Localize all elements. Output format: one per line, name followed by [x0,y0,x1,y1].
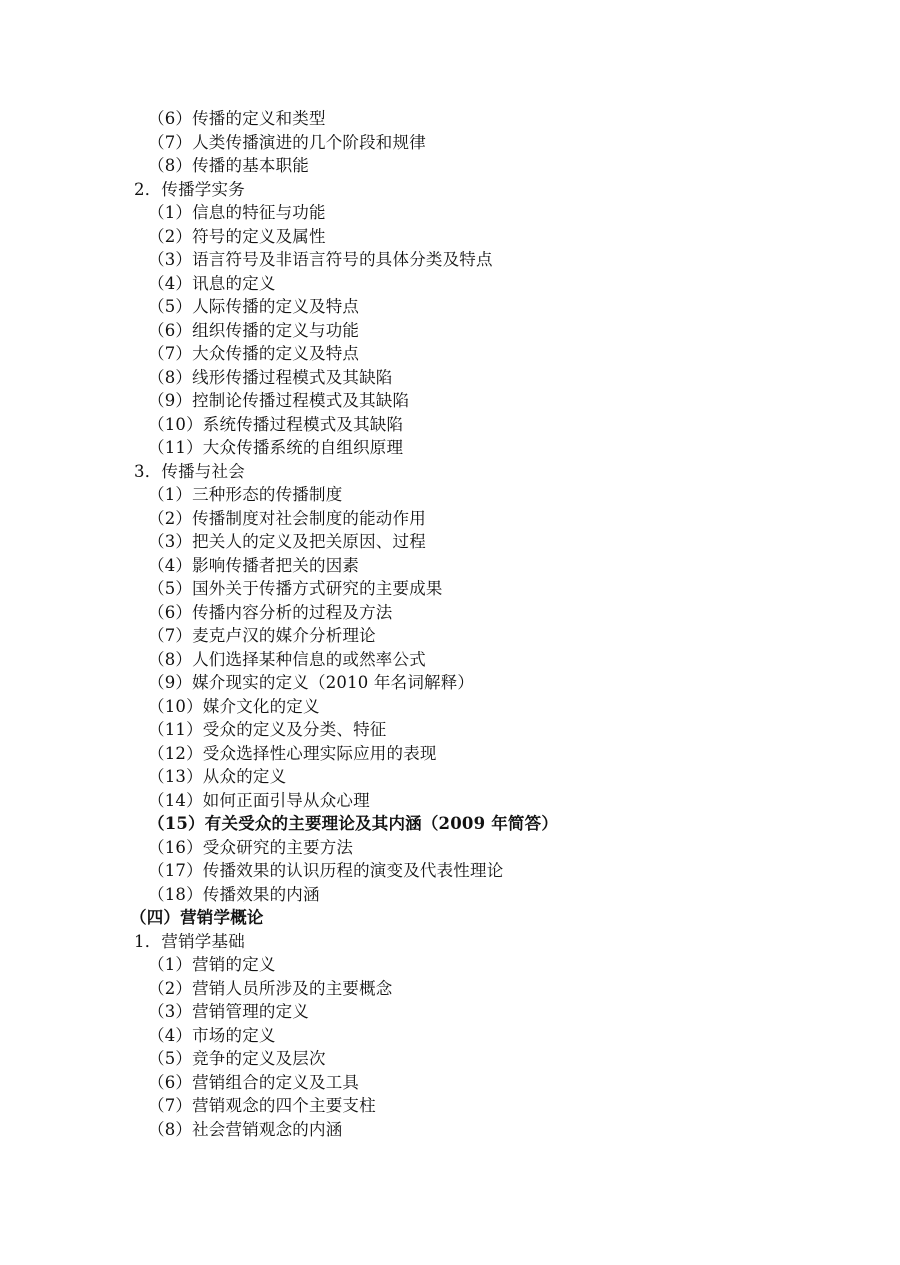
subsection-heading: 2．传播学实务 [134,179,245,199]
outline-item: （7）营销观念的四个主要支柱 [148,1096,376,1115]
outline-item: （7）大众传播的定义及特点 [148,344,360,363]
outline-item: （4）市场的定义 [148,1025,276,1045]
section-heading: （四）营销学概论 [130,908,264,927]
outline-item: （6）传播内容分析的过程及方法 [148,602,393,622]
outline-item: （14）如何正面引导从众心理 [148,790,370,810]
outline-item: （11）受众的定义及分类、特征 [148,720,387,739]
outline-item: （13）从众的定义 [148,767,287,786]
outline-item: （2）营销人员所涉及的主要概念 [148,978,393,998]
outline-item: （11）大众传播系统的自组织原理 [148,438,404,457]
outline-item: （15）有关受众的主要理论及其内涵（2009 年简答） [148,814,559,833]
outline-item: （5）国外关于传播方式研究的主要成果 [148,579,443,598]
outline-item: （12）受众选择性心理实际应用的表现 [148,743,437,763]
outline-item: （4）影响传播者把关的因素 [148,555,360,575]
document-body [0,107,900,1141]
outline-item: （17）传播效果的认识历程的演变及代表性理论 [148,861,504,880]
outline-item: （16）受众研究的主要方法 [148,837,354,857]
outline-item: （2）符号的定义及属性 [148,226,326,246]
outline-item: （9）媒介现实的定义（2010 年名词解释） [148,673,475,692]
outline-item: （1）信息的特征与功能 [148,203,326,222]
outline-item: （10）媒介文化的定义 [148,696,320,716]
outline-item: （6）传播的定义和类型 [148,109,326,128]
outline-item: （3）把关人的定义及把关原因、过程 [148,532,426,551]
outline-item: （8）传播的基本职能 [148,156,309,175]
outline-item: （9）控制论传播过程模式及其缺陷 [148,391,410,410]
outline-item: （18）传播效果的内涵 [148,884,320,904]
outline-item: （5）竞争的定义及层次 [148,1049,326,1068]
outline-item: （1）三种形态的传播制度 [148,485,343,504]
outline-item: （8）线形传播过程模式及其缺陷 [148,367,393,387]
outline-item: （8）人们选择某种信息的或然率公式 [148,649,426,669]
outline-item: （3）营销管理的定义 [148,1002,309,1021]
outline-item: （6）营销组合的定义及工具 [148,1072,360,1092]
outline-item: （8）社会营销观念的内涵 [148,1119,343,1139]
outline-item: （1）营销的定义 [148,955,276,974]
outline-item: （2）传播制度对社会制度的能动作用 [148,508,426,528]
outline-item: （7）人类传播演进的几个阶段和规律 [148,132,426,152]
subsection-heading: 3．传播与社会 [134,461,245,481]
subsection-heading: 1．营销学基础 [134,931,245,951]
outline-item: （6）组织传播的定义与功能 [148,320,360,340]
outline-item: （4）讯息的定义 [148,273,276,293]
outline-item: （5）人际传播的定义及特点 [148,297,360,316]
outline-item: （3）语言符号及非语言符号的具体分类及特点 [148,250,493,269]
outline-item: （10）系统传播过程模式及其缺陷 [148,414,404,434]
outline-item: （7）麦克卢汉的媒介分析理论 [148,626,376,645]
